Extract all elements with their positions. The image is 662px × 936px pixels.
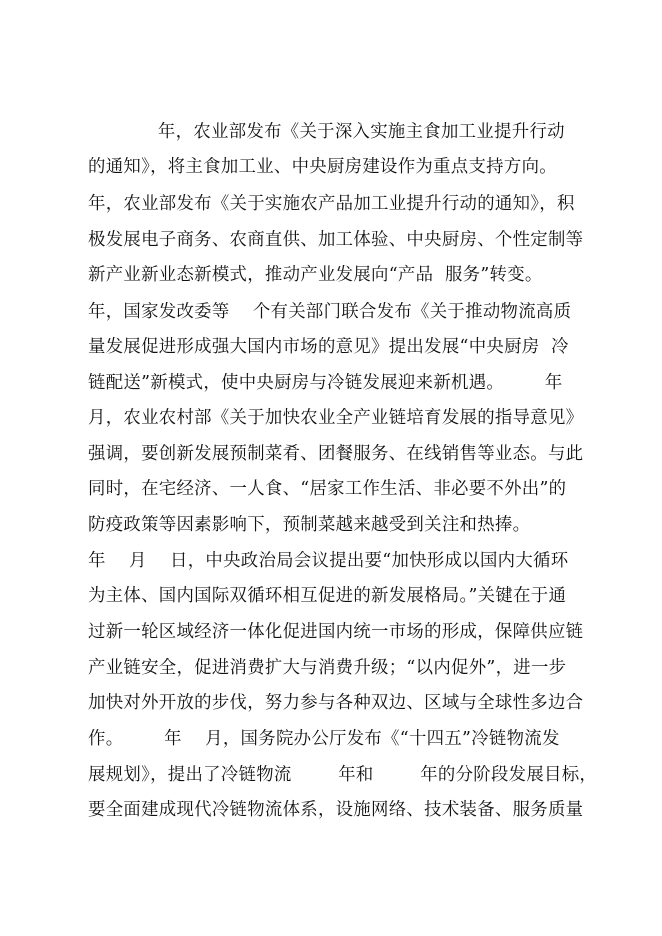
- text-line: 链配送”新模式，使中央厨房与冷链发展迎来新机遇。 年: [88, 373, 563, 393]
- text-line: 年 月 日，中央政治局会议提出要“加快形成以国内大循环: [88, 551, 569, 571]
- text-line: 年，农业部发布《关于深入实施主食加工业提升行动: [88, 122, 565, 142]
- text-line: 作。 年 月，国务院办公厅发布《“十四五”冷链物流发: [88, 729, 560, 749]
- text-line: 为主体、国内国际双循环相互促进的新发展格局。”关键在于通: [88, 586, 567, 606]
- text-line: 的通知》，将主食加工业、中央厨房建设作为重点支持方向。: [88, 157, 557, 177]
- text-line: 强调，要创新发展预制菜肴、团餐服务、在线销售等业态。与此: [88, 444, 584, 464]
- text-line: 防疫政策等因素影响下，预制菜越来越受到关注和热捧。: [88, 515, 531, 535]
- text-line: 展规划》，提出了冷链物流 年和 年的分阶段发展目标，: [88, 765, 598, 785]
- text-line: 年，农业部发布《关于实施农产品加工业提升行动的通知》，积: [88, 194, 575, 214]
- text-line: 过新一轮区域经济一体化促进国内统一市场的形成，保障供应链: [88, 622, 584, 642]
- text-line: 加快对外开放的步伐，努力参与各种双边、区域与全球性多边合: [88, 693, 584, 713]
- text-line: 年，国家发改委等 个有关部门联合发布《关于推动物流高质: [88, 302, 572, 322]
- text-line: 同时，在宅经济、一人食、“居家工作生活、非必要不外出”的: [88, 479, 567, 499]
- text-line: 月，农业农村部《关于加快农业全产业链培育发展的指导意见》: [88, 408, 584, 428]
- text-line: 极发展电子商务、农商直供、加工体验、中央厨房、个性定制等: [88, 230, 584, 250]
- text-line: 量发展促进形成强大国内市场的意见》提出发展“中央厨房 冷: [88, 337, 569, 357]
- text-line: 新产业新业态新模式，推动产业发展向“产品 服务”转变。: [88, 265, 543, 285]
- text-line: 要全面建成现代冷链物流体系，设施网络、技术装备、服务质量: [88, 800, 584, 820]
- text-line: 产业链安全，促进消费扩大与消费升级；“以内促外”，进一步: [88, 658, 567, 678]
